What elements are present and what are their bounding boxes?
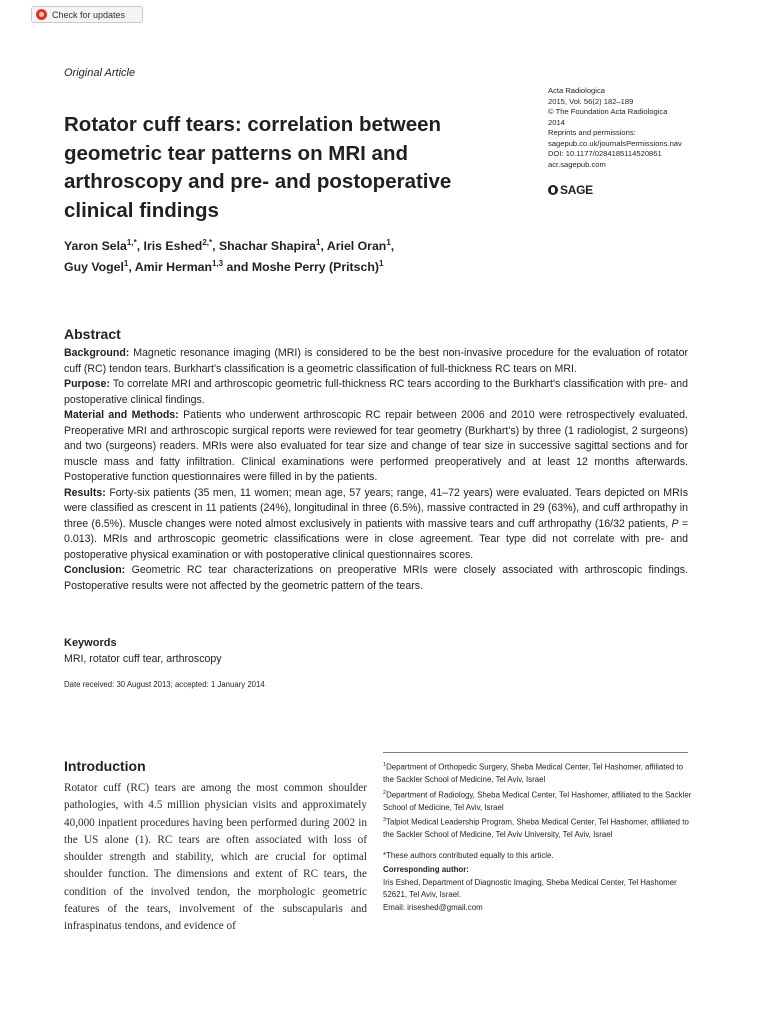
abstract-text: = 0.013). MRIs and arthroscopic geometric classifications were in close agreement. Tear type did not correlate with pre- and postoperative physical examination or with postoperative clinical questionnaires scores. (64, 517, 689, 561)
keywords-heading: Keywords (64, 637, 117, 649)
affiliation-number: 2 (383, 789, 387, 796)
author-name: Amir Herman (134, 260, 212, 274)
affiliation-1 (383, 759, 693, 787)
affiliation-3 (383, 814, 693, 842)
author-name: Moshe Perry (Pritsch) (251, 260, 379, 274)
abstract-label: Conclusion: (64, 564, 126, 576)
abstract-methods (64, 408, 688, 486)
introduction-heading: Introduction (64, 758, 146, 774)
sage-logo (548, 183, 593, 197)
affiliation-number: 1 (383, 762, 387, 768)
journal-year: 2014 (548, 117, 565, 127)
abstract-label: Results: (64, 486, 106, 499)
received-accepted-dates: Date received: 30 August 2013; accepted: 1 January 2014 (64, 680, 265, 689)
journal-name: Acta Radiologica (548, 86, 605, 95)
article-type: Original Article (64, 67, 136, 79)
permissions-link[interactable]: sagepub.co.uk/journalsPermissions.nav (548, 138, 682, 148)
corresponding-author-text: Iris Eshed, Department of Diagnostic Imaging, Sheba Medical Center, Tel Hashomer 52621, Tel Aviv, Israel. (383, 877, 677, 900)
footnote-spacer (383, 842, 693, 850)
author-affiliation-mark: 1 (378, 258, 384, 268)
author-affiliation-mark: 1 (123, 258, 129, 268)
abstract-label: Background: (64, 347, 130, 359)
author-affiliation-mark: 1 (316, 237, 321, 247)
author-name: Shachar Shapira (218, 239, 317, 253)
publisher-name: SAGE (560, 183, 593, 197)
affiliation-text: Talpiot Medical Leadership Program, Sheba Medical Center, Tel Hashomer, affiliated to the Sackler School of Medicine, Tel Aviv University, Tel Aviv, Israel (383, 817, 689, 840)
keywords-list: MRI, rotator cuff tear, arthroscopy (64, 653, 222, 665)
author-affiliation-mark: 1 (386, 237, 391, 247)
journal-copyright: © The Foundation Acta Radiologica (548, 107, 668, 116)
journal-volume: 2015, Vol. 56(2) 182–189 (548, 96, 634, 106)
author-line-1: Yaron Sela$^{1,*}$, Iris Eshed$^{2,*}$, Shachar Shapira$^1$, Ariel Oran$^1$, (64, 237, 395, 253)
abstract-body (64, 346, 688, 594)
author-line-2: Guy Vogel$^1$, Amir Herman$^{1,3}$ and Moshe Perry (Pritsch)$^1$ (64, 258, 384, 274)
abstract-text: To correlate MRI and arthroscopic geometric full-thickness RC tears according to the Burkhart's classification with pre- and postoperative clinical findings. (64, 378, 688, 406)
article-title: Rotator cuff tears: correlation between geometric tear patterns on MRI and arthroscopy and pre- and postoperative clinical findings (64, 113, 452, 222)
abstract-results (64, 486, 688, 564)
author-list (64, 236, 584, 278)
abstract-background (64, 346, 688, 377)
affiliations-footnote (383, 759, 693, 914)
abstract-text: Patients who underwent arthroscopic RC repair between 2006 and 2010 were retrospectively evaluated. Preoperative MRI and arthroscopic surgical reports were reviewed for tear geometry (Burkhart's) by three (1 radiologist, 2 surgeons) and two (surgeons) readers. MRIs were also evaluated for tear size and change of tear size in successive sagittal sections and for muscle mass and fatty infiltration. Clinical examinations were performed preoperatively and at least 12 months afterwards. Postoperative function questionnaires were filled in by the patients. (64, 409, 688, 483)
corresponding-email[interactable]: Email: iriseshed@gmail.com (383, 902, 483, 912)
abstract-purpose (64, 377, 688, 408)
author-affiliation-mark: 1,* (126, 237, 137, 247)
author-affiliation-mark: 1,3 (211, 258, 224, 268)
equal-contribution-note: *These authors contributed equally to this article. (383, 850, 554, 860)
footnote-divider (383, 752, 688, 753)
abstract-label: Purpose: (64, 378, 110, 390)
corresponding-author-label: Corresponding author: (383, 865, 469, 875)
doi[interactable]: DOI: 10.1177/0284185114520861 (548, 149, 662, 158)
affiliation-text: Department of Orthopedic Surgery, Sheba Medical Center, Tel Hashomer, affiliated to the Sackler School of Medicine, Tel Aviv, Israel (383, 762, 683, 785)
affiliation-2 (383, 787, 693, 815)
abstract-text: Forty-six patients (35 men, 11 women; mean age, 57 years; range, 41–72 years) were evaluated. Tears depicted on MRIs were classified as crescent in 11 patients (24%), longitudinal in three (6.5%), massive contracted in 29 (63%), and cuff arthropathy in three (6.5%). Muscle changes were noted almost exclusively in patients with massive tears and cuff arthropathy (16/32 patients, (64, 486, 688, 530)
author-affiliation-mark: 2,* (202, 237, 213, 247)
affiliation-text: Department of Radiology, Sheba Medical Center, Tel Hashomer, affiliated to the Sackler School of Medicine, Tel Aviv, Israel (383, 790, 692, 812)
abstract-text: Geometric RC tear characterizations on preoperative MRIs were closely associated with arthroscopic findings. Postoperative results were not affected by the geometric pattern of the tears. (64, 564, 688, 592)
abstract-heading: Abstract (64, 326, 121, 342)
crossmark-icon (36, 9, 47, 20)
reprints-label: Reprints and permissions: (548, 128, 636, 137)
affiliation-number: 3 (383, 817, 387, 824)
abstract-text: Magnetic resonance imaging (MRI) is considered to be the best non-invasive procedure for the evaluation of rotator cuff (RC) tendon tears. Burkhart's classification is a geometric classification of full-thickness RC tears on MRI. (64, 347, 688, 375)
journal-info (548, 86, 728, 170)
author-name: Iris Eshed (143, 239, 203, 253)
sage-logo-icon (548, 185, 558, 195)
check-for-updates-label: Check for updates (52, 9, 126, 20)
p-value-symbol: P (671, 517, 679, 530)
abstract-conclusion (64, 563, 688, 594)
introduction-text: Rotator cuff (RC) tears are among the most common shoulder pathologies, with 4.5 million physician visits and approximately 40,000 inpatient procedures having been performed during 2002 in the US alone (1). RC tears are often associated with loss of shoulder strength and stability, which are crucial for optimal shoulder function. The dimensions and extent of RC tears, the condition of the involved tendon, the morphologic geometric features of the tears, involvement of the subscapularis and infraspinatus tendons, and evidence of (64, 782, 367, 933)
check-for-updates-button[interactable] (31, 6, 143, 23)
abstract-label: Material and Methods: (64, 409, 179, 421)
author-name: Yaron Sela (64, 239, 127, 253)
author-name: Guy Vogel (64, 260, 124, 274)
author-name: Ariel Oran (326, 239, 387, 253)
author-conjunction: and (226, 260, 249, 274)
journal-url[interactable]: acr.sagepub.com (548, 159, 606, 169)
